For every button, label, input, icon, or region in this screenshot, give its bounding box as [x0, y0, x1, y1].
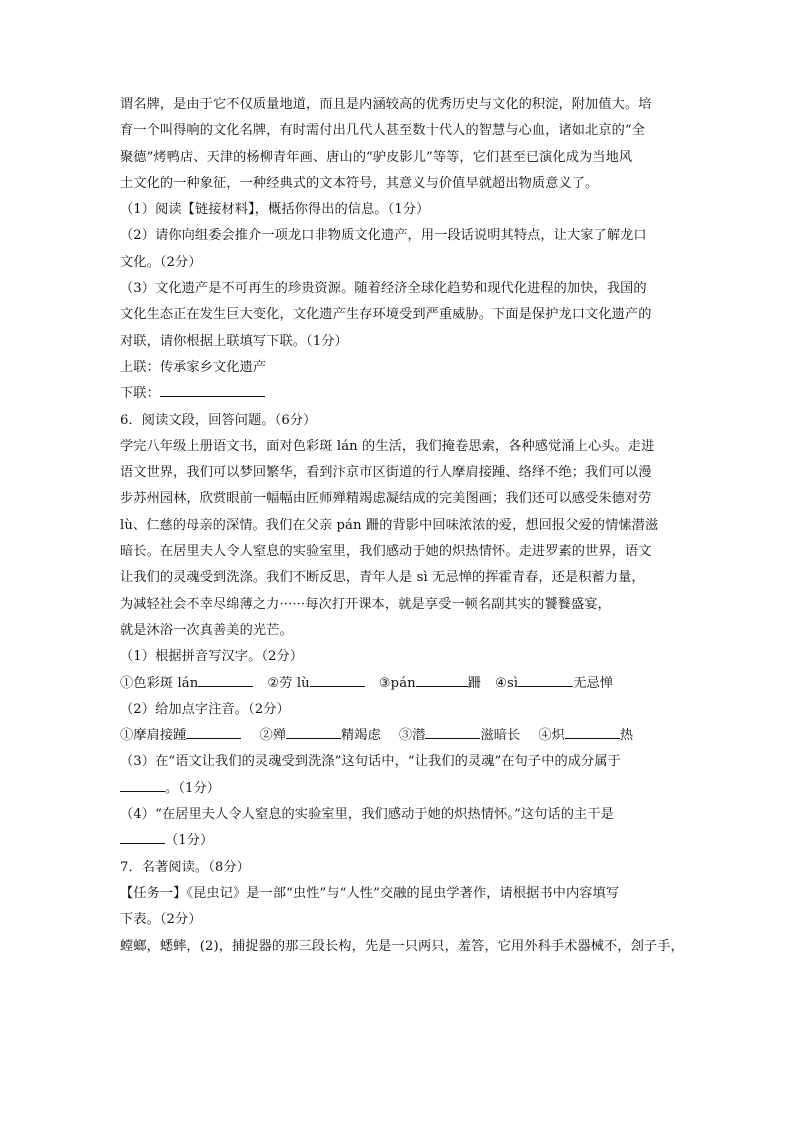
question-6-1-items [120, 671, 680, 697]
passage-line: 暗长。在居里夫人令人窒息的实验室里，我们感动于她的炽热情怀。走进罗素的世界，语文 [120, 544, 652, 560]
q1-item-1: ①色彩斑 lán [120, 675, 199, 691]
answer-blank[interactable] [416, 672, 468, 687]
passage-line: 让我们的灵魂受到洗涤。我们不断反思，青年人是 sì 无忌惮的挥霍青春，还是积蓄力量， [120, 570, 645, 586]
q2-item-2: ②殚 [259, 728, 287, 744]
q1-item-4-suffix: 无忌惮 [573, 675, 614, 691]
text-line: 聚德”烤鸭店、天津的杨柳青年画、唐山的“驴皮影儿”等等，它们甚至已演化成为当地风 [120, 149, 633, 165]
q1-item-3: ③pán [378, 675, 416, 691]
passage-line: 步苏州园林，欣赏眼前一幅幅由匠师殚精竭虑凝结成的完美图画；我们还可以感受朱德对劳 [120, 491, 652, 507]
question-6-4: （4）“在居里夫人令人窒息的实验室里，我们感动于她的炽热情怀。”这句话的主干是 [120, 807, 614, 823]
answer-blank[interactable] [186, 724, 241, 739]
q2-item-3-suffix: 滋暗长 [480, 728, 521, 744]
answer-blank[interactable] [198, 672, 253, 687]
question-7-task1: 【任务一】《昆虫记》是一部“虫性”与“人性”交融的昆虫学著作，请根据书中内容填写 [120, 885, 620, 901]
question-7-task1-cont: 下表。（2分） [120, 912, 202, 928]
q2-item-2-suffix: 精竭虑 [341, 728, 381, 744]
passage-line: 语文世界，我们可以梦回繁华，看到汴京市区街道的行人摩肩接踵、络绎不绝；我们可以漫 [120, 465, 652, 481]
upper-couplet: 上联：传承家乡文化遗产 [120, 359, 267, 375]
q3-score: 。（1分） [165, 780, 221, 796]
q2-item-4: ④炽 [538, 728, 565, 744]
q2-item-3: ③潜 [398, 728, 426, 744]
passage-line: 学完八年级上册语文书，面对色彩斑 lán 的生活，我们掩卷思索，各种感觉涌上心头。走进 [120, 438, 655, 454]
q2-item-1: ①摩肩接踵 [120, 728, 187, 744]
question-5-3: （3）文化遗产是不可再生的珍贵资源。随着经济全球化趋势和现代化进程的加快，我国的 [120, 281, 647, 297]
text-line: 文化生态正在发生巨大变化，文化遗产生存环境受到严重威胁。下面是保护龙口文化遗产的 [120, 307, 652, 323]
answer-blank[interactable] [310, 672, 365, 687]
answer-blank[interactable] [518, 672, 573, 687]
text-line: 文化。（2分） [120, 254, 202, 270]
lower-couplet-label: 下联： [120, 386, 160, 402]
question-6-1-title: （1）根据拼音写汉字。（2分） [120, 649, 304, 665]
answer-blank[interactable] [120, 777, 165, 792]
answer-blank[interactable] [565, 724, 620, 739]
answer-blank[interactable] [160, 382, 265, 397]
text-line: 谓名牌，是由于它不仅质量地道，而且是内涵较高的优秀历史与文化的积淀，附加值大。培 [120, 97, 652, 112]
question-6-2-title: （2）给加点字注音。（2分） [120, 701, 290, 717]
question-7-table-text: 螳螂，蟋蟀，(2)，捕捉器的那三段长构，先是一只两只，羞答，它用外科手术器械不，刽子手， [120, 938, 684, 954]
q4-score: （1分） [165, 833, 214, 849]
question-6-3: （3）在“语文让我们的灵魂受到洗涤”这句话中，“让我们的灵魂”在句子中的成分属于 [120, 754, 621, 770]
question-5-2: （2）请你向组委会推介一项龙口非物质文化遗产，用一段话说明其特点，让大家了解龙口 [120, 228, 647, 244]
question-7-title: 7．名著阅读。（8分） [120, 859, 250, 875]
answer-blank[interactable] [425, 724, 480, 739]
question-6-3-cont [120, 776, 680, 802]
question-6-title: 6．阅读文段，回答问题。（6分） [120, 412, 317, 428]
q2-item-4-suffix: 热 [619, 728, 634, 744]
question-6-4-cont [120, 828, 680, 854]
text-line: 对联，请你根据上联填写下联。（1分） [120, 333, 348, 349]
lower-couplet [120, 381, 680, 407]
q1-item-4: ④sì [495, 675, 519, 691]
text-line: 育一个叫得响的文化名牌，有时需付出几代人甚至数十代人的智慧与心血，诸如北京的“全 [120, 123, 646, 139]
question-5-1: （1）阅读【链接材料】，概括你得出的信息。（1分） [120, 202, 430, 218]
answer-blank[interactable] [286, 724, 341, 739]
q1-item-2: ②劳 lù [267, 675, 310, 691]
text-line: 土文化的一种象征，一种经典式的文本符号，其意义与价值早就超出物质意义了。 [120, 175, 599, 191]
passage-line: 为减轻社会不幸尽绵薄之力······每次打开课本，就是享受一顿名副其实的饕餮盛宴， [120, 596, 611, 612]
question-6-2-items [120, 723, 680, 749]
passage-line: 就是沐浴一次真善美的光芒。 [120, 622, 293, 638]
document-body [120, 92, 684, 960]
answer-blank[interactable] [120, 829, 165, 844]
q1-item-3-suffix: 跚 [467, 675, 482, 691]
passage-line: lù、仁慈的母亲的深情。我们在父亲 pán 跚的背影中回味浓浓的爱，想回报父爱的情愫潜滋 [120, 517, 659, 533]
